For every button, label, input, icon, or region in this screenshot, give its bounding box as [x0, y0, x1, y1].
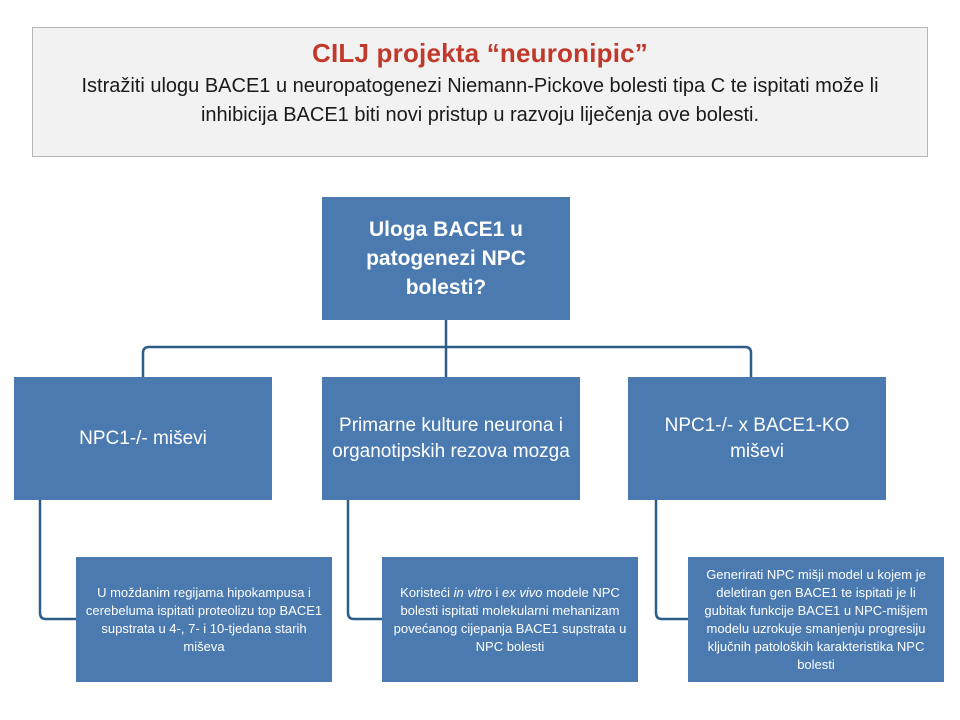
node-root-label: Uloga BACE1 u patogenezi NPC bolesti?: [366, 218, 526, 299]
detail-2-italic-1: in vitro: [453, 584, 492, 600]
node-branch-3[interactable]: [628, 377, 886, 500]
node-branch-2[interactable]: [322, 377, 580, 500]
detail-2-pre: Koristeći: [400, 584, 454, 600]
detail-2-italic-2: ex vivo: [502, 584, 543, 600]
node-branch-1[interactable]: [14, 377, 272, 500]
detail-2-post: modele NPC bolesti ispitati molekularni mehanizam povećanog cijepanja BACE1 supstrata u NPC bolesti: [393, 584, 627, 654]
node-detail-3[interactable]: [688, 557, 944, 682]
node-root[interactable]: [322, 197, 570, 320]
node-branch-2-label: Primarne kulture neurona i organotipskih rezova mozga: [332, 414, 570, 462]
goal-header-box: [32, 27, 928, 157]
node-detail-3-label: Generirati NPC mišji model u kojem je deletiran gen BACE1 te ispitati je li gubitak funkcije BACE1 u NPC-mišjem modelu uzrokuje smanjenju progresiju ključnih patoloških karakteristika NPC bolesti: [704, 566, 928, 672]
node-detail-1-label: U moždanim regijama hipokampusa i cerebeluma ispitati proteolizu top BACE1 supstrata u 4-, 7- i 10-tjedana starih miševa: [85, 584, 323, 654]
node-detail-2[interactable]: [382, 557, 638, 682]
node-detail-1[interactable]: [76, 557, 332, 682]
detail-2-mid: i: [491, 584, 503, 600]
page-subtitle: Istražiti ulogu BACE1 u neuropatogenezi Niemann-Pickove bolesti tipa C te ispitati može li inhibicija BACE1 biti novi pristup u razvoju liječenja ove bolesti.: [81, 75, 879, 126]
node-branch-3-label: NPC1-/- x BACE1-KO miševi: [664, 414, 850, 462]
node-detail-2-label: [390, 584, 630, 656]
page-title: CILJ projekta “neuronipic”: [311, 38, 649, 68]
node-branch-1-label: NPC1-/- miševi: [79, 427, 207, 449]
